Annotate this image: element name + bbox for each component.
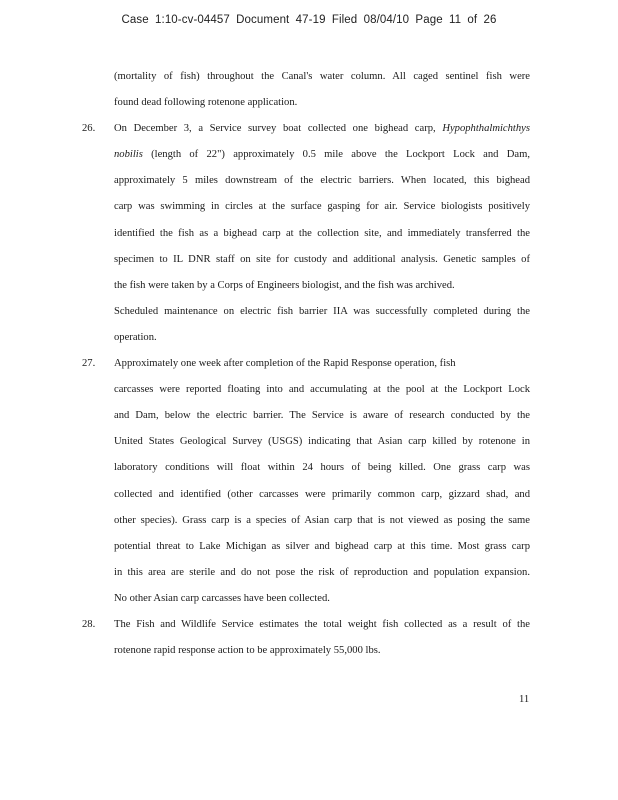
body-line: No other Asian carp carcasses have been collected. [114, 592, 330, 604]
paragraph-27 [82, 351, 530, 612]
species-name: Hypophthalmichthys [442, 123, 530, 135]
case-header: Case 1:10-cv-04457 Document 47-19 Filed 08/04/10 Page 11 of 26 [121, 14, 497, 26]
body-line: laboratory conditions will float within 24 hours of being killed. One grass carp was [114, 462, 530, 474]
document-body [82, 64, 530, 664]
paragraph-number: 28. [82, 618, 96, 630]
body-line: (mortality of fish) throughout the Canal's water column. All caged sentinel fish were [114, 71, 530, 82]
paragraph-number: 27. [82, 358, 96, 370]
body-line: collected and identified (other carcasses were primarily common carp, gizzard shad, and [114, 488, 530, 500]
body-line: carp was swimming in circles at the surface gasping for air. Service biologists positively [114, 201, 530, 213]
paragraph-28 [82, 612, 530, 664]
body-line: operation. [114, 331, 157, 343]
body-line: specimen to IL DNR staff on site for custody and additional analysis. Genetic samples of [114, 253, 530, 265]
body-line: Scheduled maintenance on electric fish barrier IIA was successfully completed during the [114, 305, 530, 317]
body-line: nobilis (length of 22") approximately 0.5 mile above the Lockport Lock and Dam, [114, 149, 530, 161]
body-line: The Fish and Wildlife Service estimates the total weight fish collected as a result of the [114, 618, 530, 630]
page-number: 11 [519, 694, 530, 705]
paragraph-26 [82, 116, 530, 351]
body-line: rotenone rapid response action to be approximately 55,000 lbs. [114, 645, 381, 657]
continuation-paragraph [90, 64, 530, 116]
body-line: the fish were taken by a Corps of Engineers biologist, and the fish was archived. [114, 279, 455, 291]
body-line: other species). Grass carp is a species of Asian carp that is not viewed as posing the same [114, 514, 530, 526]
paragraph-number: 26. [82, 123, 96, 135]
body-line: Approximately one week after completion of the Rapid Response operation, fish [114, 358, 456, 370]
body-line: in this area are sterile and do not pose the risk of reproduction and population expansion. [114, 566, 530, 578]
body-line: carcasses were reported floating into and accumulating at the pool at the Lockport Lock [114, 384, 530, 396]
body-line: identified the fish as a bighead carp at the collection site, and immediately transferred the [114, 227, 530, 239]
body-line: approximately 5 miles downstream of the electric barriers. When located, this bighead [114, 175, 530, 187]
body-line: United States Geological Survey (USGS) indicating that Asian carp killed by rotenone in [114, 436, 530, 448]
body-line: and Dam, below the electric barrier. The Service is aware of research conducted by the [114, 410, 530, 422]
body-line: On December 3, a Service survey boat collected one bighead carp, Hypophthalmichthys [114, 123, 530, 135]
body-line: found dead following rotenone application. [114, 97, 298, 109]
species-name: nobilis [114, 149, 143, 161]
body-line: potential threat to Lake Michigan as silver and bighead carp at this time. Most grass carp [114, 540, 530, 552]
